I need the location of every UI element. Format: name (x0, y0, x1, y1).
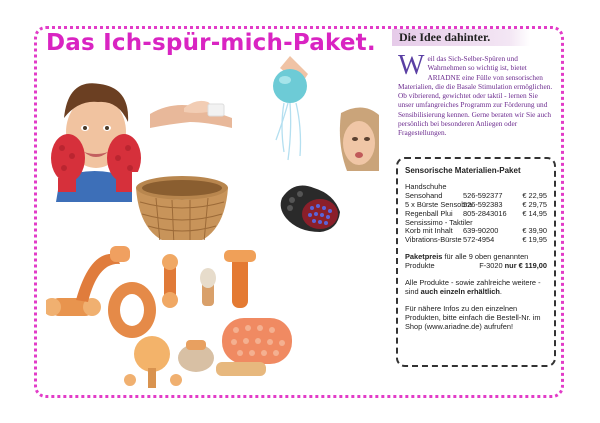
rain-ball-photo (250, 56, 342, 172)
package-price-label: Paketpreis (405, 252, 443, 262)
idea-paragraph (398, 50, 554, 138)
item-price: € 22,95 (522, 190, 547, 200)
item-price: € 39,90 (522, 226, 547, 236)
package-total-price: nur € 119,00 (504, 261, 547, 271)
girl-face-photo (333, 105, 379, 171)
item-name: Handschuhe (405, 181, 447, 191)
idea-heading: Die Idee dahinter. (392, 29, 530, 46)
package-price-row (405, 262, 547, 271)
item-price: € 14,95 (522, 208, 547, 218)
item-name: 5 x Bürste Sensobra (405, 199, 472, 209)
hands-photo (150, 88, 232, 136)
shop-info-note: Für nähere Infos zu den einzelnen Produkten, bitte einfach die Bestell-Nr. im Shop (www.ariadne.de) aufrufen! (405, 303, 541, 331)
item-article-number: 805-2843016 (463, 208, 507, 218)
package-price-value (463, 262, 547, 271)
item-name: Regenball Plui (405, 208, 453, 218)
wicker-basket-photo (132, 172, 232, 250)
item-article-number: 639-90200 (463, 226, 499, 236)
item-article-number: 526-592383 (463, 199, 503, 209)
item-row (405, 236, 547, 245)
idea-body-text: eil das Sich-Selber-Spüren und Wahrnehmen so wichtig ist, bietet ARIADNE eine Fülle von sensorischen Materialien, die die Basale Stimulation ermöglichen. Ob vibrierend, gewichtet oder taktil - lernen Sie unser umfangreiches Programm zur Förderung und Sensibilisierung kennen. Gerne beraten wir Sie auch persönlich bei besonderen Anliegen oder Fragestellungen. (398, 54, 553, 138)
package-box-title: Sensorische Materialien-Paket (405, 166, 521, 175)
item-price: € 29,75 (522, 199, 547, 209)
item-name: Sensissimo - Taktiler (405, 217, 473, 227)
package-article-number: F-3020 (479, 261, 503, 271)
item-name: Vibrations-Bürste (405, 235, 462, 245)
item-article-number: 526-592377 (463, 190, 503, 200)
package-price-box (396, 157, 556, 367)
package-products-label: Produkte (405, 261, 435, 271)
page-title: Das Ich-spür-mich-Paket. (46, 30, 376, 56)
note-bold-text: auch einzeln erhältlich (420, 286, 500, 296)
note-end: . (499, 286, 502, 296)
wooden-massage-tools-photo (46, 240, 304, 390)
item-price: € 19,95 (522, 235, 547, 245)
item-name: Sensohand (405, 190, 443, 200)
note-text: Alle Produkte - sowie zahlreiche weitere - sind (405, 278, 541, 296)
item-name: Korb mit Inhalt (405, 226, 453, 236)
vibration-brush-photo (276, 178, 348, 240)
boy-with-gloves-photo (46, 70, 144, 202)
single-items-note (405, 279, 547, 297)
package-price-text: für alle 9 oben genannten (444, 252, 529, 262)
drop-cap-letter: W (398, 50, 425, 81)
item-article-number: 572-4954 (463, 235, 495, 245)
